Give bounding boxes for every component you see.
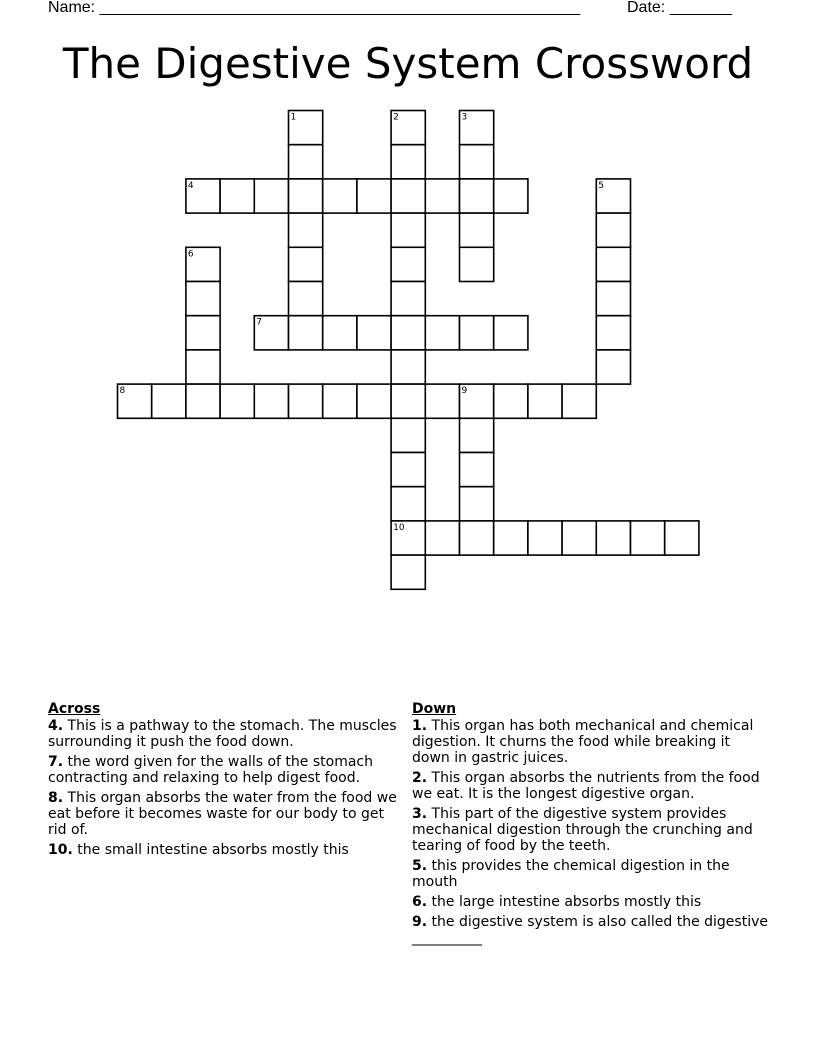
grid-cell[interactable] [596,213,630,247]
grid-cell[interactable] [391,487,425,521]
grid-cell[interactable] [357,179,391,213]
clue-text: This organ has both mechanical and chemical digestion. It churns the food while breaking it down in gastric juices. [412,718,754,766]
across-clue [48,790,406,838]
grid-cell[interactable] [460,179,494,213]
grid-cell[interactable] [494,521,528,555]
grid-cell[interactable] [460,247,494,281]
grid-cell[interactable] [391,145,425,179]
cell-number: 10 [393,522,405,533]
clue-number: 4. [48,718,64,734]
grid-cell[interactable] [460,316,494,350]
grid-cell[interactable] [186,316,220,350]
clue-number: 5. [412,858,428,874]
clue-text: the word given for the walls of the stomach contracting and relaxing to help digest food. [48,754,373,786]
grid-cell[interactable] [186,282,220,316]
clue-number: 10. [48,842,73,858]
grid-cell[interactable] [528,521,562,555]
down-clue [412,894,770,910]
clue-text: this provides the chemical digestion in the mouth [412,858,730,890]
grid-cell[interactable] [391,282,425,316]
clue-number: 9. [412,914,428,930]
cell-number: 1 [290,112,297,123]
clue-number: 8. [48,790,64,806]
clue-number: 6. [412,894,428,910]
down-clue [412,806,770,854]
across-clue [48,754,406,786]
grid-cell[interactable] [596,282,630,316]
down-clue [412,858,770,890]
clue-text: the small intestine absorbs mostly this [77,842,349,858]
grid-cell[interactable] [460,418,494,452]
grid-cell[interactable] [289,213,323,247]
grid-cell[interactable] [460,453,494,487]
grid-cell[interactable] [528,384,562,418]
across-clues [48,701,406,862]
grid-cell[interactable] [631,521,665,555]
clue-text: This organ absorbs the water from the food we eat before it becomes waste for our body to get rid of. [48,790,397,838]
down-clue [412,718,770,766]
clue-number: 7. [48,754,64,770]
down-clues [412,701,770,950]
grid-cell[interactable] [391,247,425,281]
grid-cell[interactable] [391,453,425,487]
grid-cell[interactable] [596,316,630,350]
grid-cell[interactable] [494,316,528,350]
grid-cell[interactable] [323,384,357,418]
grid-cell[interactable] [391,350,425,384]
clue-text: This is a pathway to the stomach. The muscles surrounding it push the food down. [48,718,397,750]
cell-number: 5 [598,180,605,191]
clue-number: 3. [412,806,428,822]
clue-number: 2. [412,770,428,786]
grid-cell[interactable] [562,384,596,418]
across-clue [48,718,406,750]
across-heading: Across [48,701,101,717]
grid-cell[interactable] [562,521,596,555]
grid-cell[interactable] [289,145,323,179]
clue-text: This part of the digestive system provides mechanical digestion through the crunching and tearing of food by the teeth. [412,806,753,854]
cell-number: 4 [187,180,194,191]
grid-cell[interactable] [289,179,323,213]
grid-cell[interactable] [596,247,630,281]
grid-cell[interactable] [460,213,494,247]
name-field-line: Name: ______________________________________________________ [48,0,581,16]
grid-cell[interactable] [357,384,391,418]
grid-cell[interactable] [596,521,630,555]
grid-cell[interactable] [289,316,323,350]
grid-cell[interactable] [665,521,699,555]
date-field-line: Date: _______ [627,0,732,16]
grid-cell[interactable] [357,316,391,350]
cell-number: 6 [187,249,194,260]
grid-cell[interactable] [391,555,425,589]
page-title: The Digestive System Crossword [62,39,754,88]
grid-cell[interactable] [460,521,494,555]
grid-cell[interactable] [323,316,357,350]
grid-cell[interactable] [289,247,323,281]
grid-cell[interactable] [425,316,459,350]
grid-cell[interactable] [254,179,288,213]
grid-cell[interactable] [254,384,288,418]
grid-cell[interactable] [460,145,494,179]
clue-text: the large intestine absorbs mostly this [431,894,702,910]
grid-cell[interactable] [425,179,459,213]
grid-cell[interactable] [494,384,528,418]
grid-cell[interactable] [391,213,425,247]
cell-number: 2 [393,112,399,123]
grid-cell[interactable] [186,384,220,418]
grid-cell[interactable] [391,179,425,213]
cell-number: 3 [461,112,468,123]
grid-cell[interactable] [460,487,494,521]
clue-text: the digestive system is also called the digestive __________ [412,914,768,946]
grid-cell[interactable] [220,384,254,418]
down-heading: Down [412,701,457,717]
clue-text: This organ absorbs the nutrients from the food we eat. It is the longest digestive organ. [412,770,760,802]
grid-cell[interactable] [494,179,528,213]
cell-number: 7 [256,317,263,328]
across-clue [48,842,406,858]
grid-cell[interactable] [425,521,459,555]
cell-number: 8 [119,386,126,397]
grid-cell[interactable] [391,418,425,452]
down-clue [412,770,770,802]
grid-cell[interactable] [289,282,323,316]
grid-cell[interactable] [289,384,323,418]
grid-cell[interactable] [425,384,459,418]
grid-cell[interactable] [596,350,630,384]
grid-cell[interactable] [186,350,220,384]
grid-cell[interactable] [323,179,357,213]
grid-cell[interactable] [391,316,425,350]
clue-number: 1. [412,718,428,734]
grid-cell[interactable] [152,384,186,418]
grid-cell[interactable] [391,384,425,418]
cell-number: 9 [461,386,468,397]
grid-cell[interactable] [220,179,254,213]
down-clue [412,914,770,946]
